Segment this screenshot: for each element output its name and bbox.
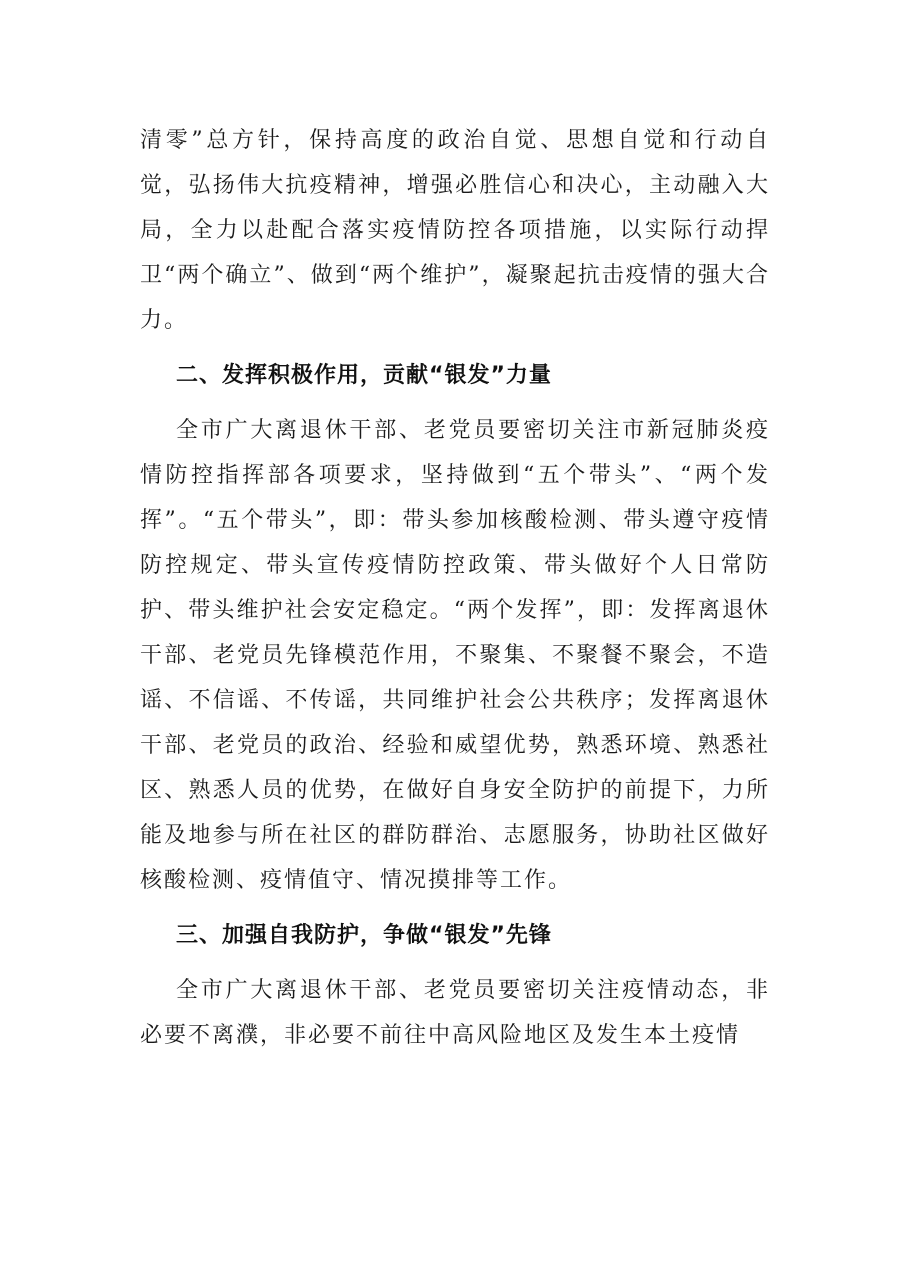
spacer [140, 903, 770, 913]
spacer [140, 958, 770, 968]
spacer [140, 398, 770, 408]
section-heading-2: 二、发挥积极作用，贡献“银发”力量 [176, 363, 552, 388]
section-heading-3: 三、加强自我防护，争做“银发”先锋 [176, 923, 552, 948]
spacer [140, 343, 770, 353]
document-body [140, 118, 770, 1058]
paragraph-section-2: 全市广大离退休干部、老党员要密切关注市新冠肺炎疫情防控指挥部各项要求，坚持做到“五个带头”、“两个发挥”。“五个带头”，即：带头参加核酸检测、带头遵守疫情防控规定、带头宣传疫情防控政策、带头做好个人日常防护、带头维护社会安定稳定。“两个发挥”，即：发挥离退休干部、老党员先锋模范作用，不聚集、不聚餐不聚会，不造谣、不信谣、不传谣，共同维护社会公共秩序；发挥离退休干部、老党员的政治、经验和威望优势，熟悉环境、熟悉社区、熟悉人员的优势，在做好自身安全防护的前提下，力所能及地参与所在社区的群防群治、志愿服务，协助社区做好核酸检测、疫情值守、情况摸排等工作。 [140, 418, 770, 893]
paragraph-section-3: 全市广大离退休干部、老党员要密切关注疫情动态，非必要不离濮，非必要不前往中高风险地区及发生本土疫情 [140, 978, 770, 1048]
paragraph-continuation: 清零”总方针，保持高度的政治自觉、思想自觉和行动自觉，弘扬伟大抗疫精神，增强必胜信心和决心，主动融入大局，全力以赴配合落实疫情防控各项措施，以实际行动捍卫“两个确立”、做到“两个维护”，凝聚起抗击疫情的强大合力。 [140, 128, 770, 333]
